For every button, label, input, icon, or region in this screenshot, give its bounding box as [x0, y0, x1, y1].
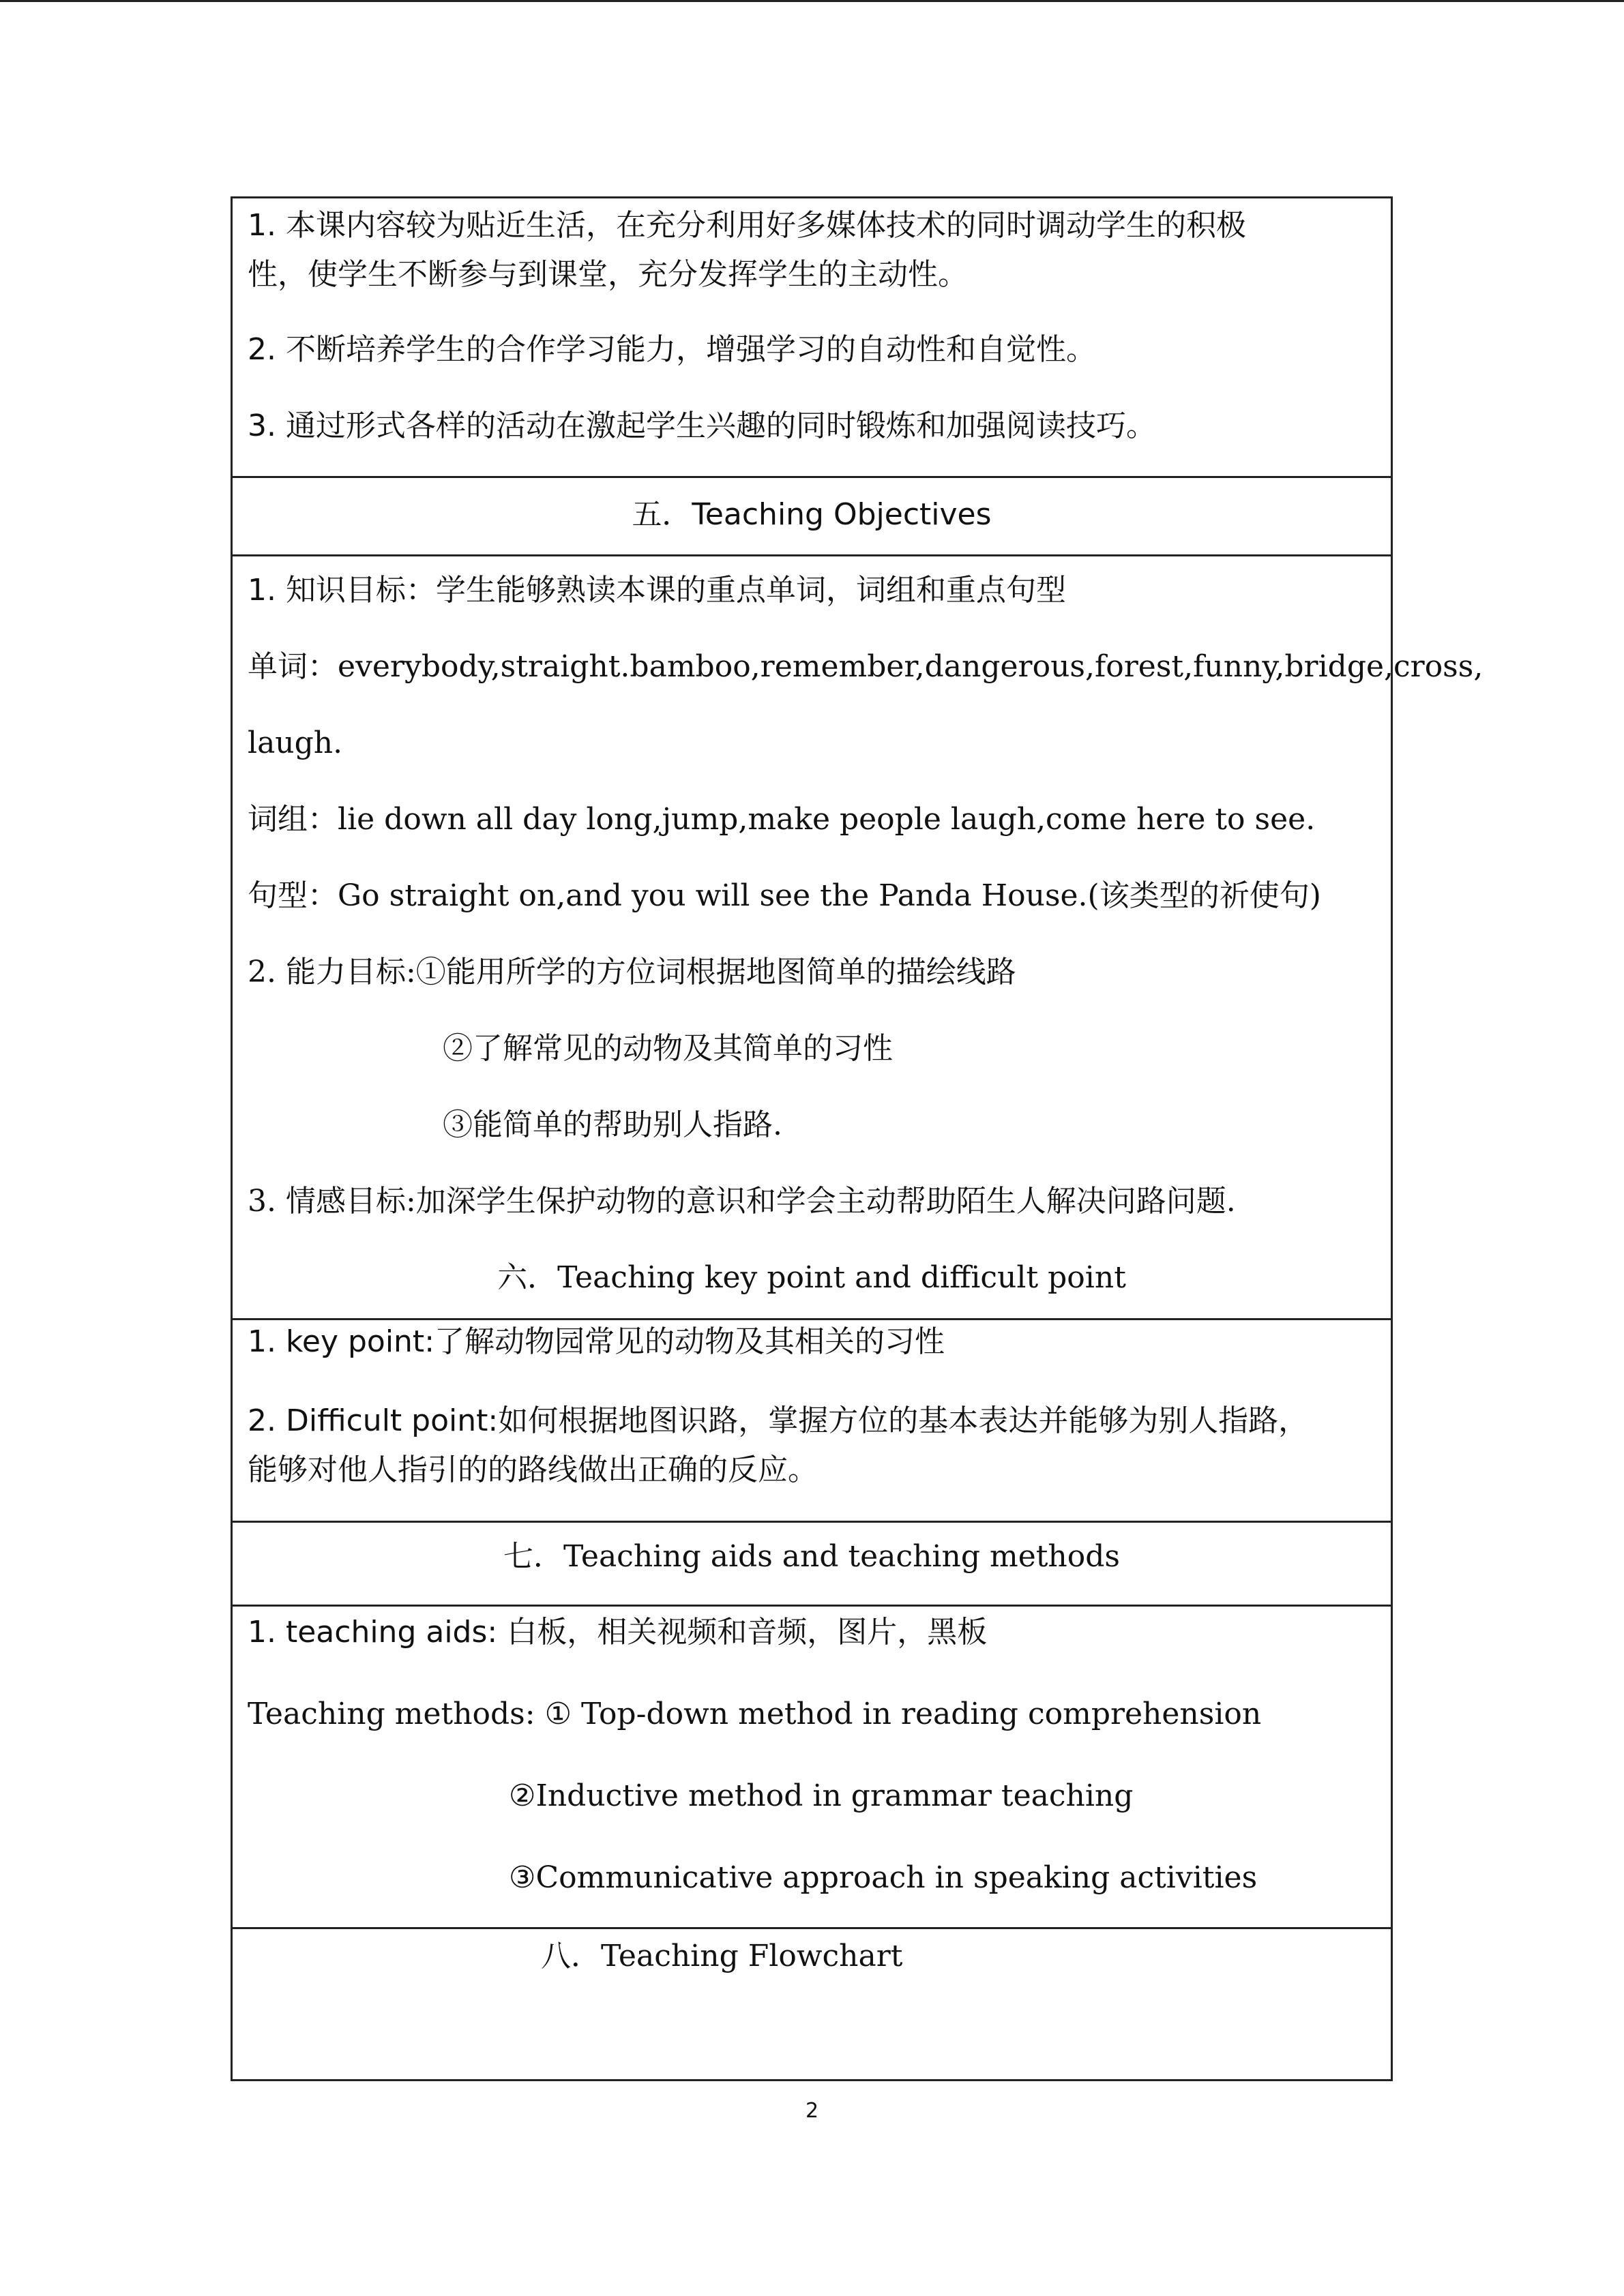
benefit-item-3: 3. 通过形式各样的活动在激起学生兴趣的同时锻炼和加强阅读技巧。 [248, 408, 1156, 443]
vocabulary-line-1: 单词：everybody,straight.bamboo,remember,dangerous,forest,funny,bridge,cross, [248, 649, 1483, 684]
benefit-item-1-line-2: 性，使学生不断参与到课堂，充分发挥学生的主动性。 [248, 257, 968, 292]
page-number: 2 [805, 2099, 819, 2123]
teaching-methods-line-3: ③Communicative approach in speaking activities [509, 1860, 1258, 1895]
flowchart-cell [231, 1927, 1393, 2081]
teaching-aids-line: 1. teaching aids: 白板，相关视频和音频，图片，黑板 [248, 1615, 988, 1650]
ability-objective-line-2: ②了解常见的动物及其简单的习性 [443, 1031, 893, 1066]
benefit-item-1-line-1: 1. 本课内容较为贴近生活，在充分利用好多媒体技术的同时调动学生的积极 [248, 208, 1246, 243]
benefits-cell [231, 196, 1393, 476]
aids-heading-cell [231, 1521, 1393, 1605]
objectives-heading: 五．Teaching Objectives [632, 497, 992, 532]
teaching-methods-line-2: ②Inductive method in grammar teaching [509, 1778, 1134, 1813]
key-point-heading: 六．Teaching key point and difficult point [497, 1260, 1126, 1295]
ability-objective-line-1: 2. 能力目标:①能用所学的方位词根据地图简单的描绘线路 [248, 955, 1016, 989]
aids-heading: 七．Teaching aids and teaching methods [503, 1539, 1121, 1574]
teaching-methods-line-1: Teaching methods: ① Top-down method in reading comprehension [248, 1697, 1262, 1731]
emotion-objective: 3. 情感目标:加深学生保护动物的意识和学会主动帮助陌生人解决问路问题. [248, 1184, 1236, 1219]
objectives-content-cell [231, 554, 1483, 1318]
key-points-cell [231, 1318, 1393, 1521]
knowledge-objective: 1. 知识目标：学生能够熟读本课的重点单词，词组和重点句型 [248, 573, 1066, 608]
aids-content-cell [231, 1605, 1393, 1927]
vocabulary-line-2: laugh. [248, 726, 343, 760]
page-top-rule [0, 0, 1624, 2]
benefit-item-2: 2. 不断培养学生的合作学习能力，增强学习的自动性和自觉性。 [248, 332, 1096, 367]
difficult-point-line-1: 2. Difficult point:如何根据地图识路，掌握方位的基本表达并能够为别人指路， [248, 1403, 1309, 1438]
key-point-line: 1. key point:了解动物园常见的动物及其相关的习性 [248, 1324, 945, 1359]
ability-objective-line-3: ③能简单的帮助别人指路. [443, 1107, 782, 1142]
difficult-point-line-2: 能够对他人指引的的路线做出正确的反应。 [248, 1452, 818, 1487]
flowchart-heading: 八．Teaching Flowchart [541, 1939, 903, 1973]
phrases-line: 词组：lie down all day long,jump,make people laugh,come here to see. [248, 802, 1316, 837]
objectives-heading-cell [231, 476, 1393, 554]
sentence-pattern-line: 句型：Go straight on,and you will see the Panda House.(该类型的祈使句) [248, 878, 1321, 913]
